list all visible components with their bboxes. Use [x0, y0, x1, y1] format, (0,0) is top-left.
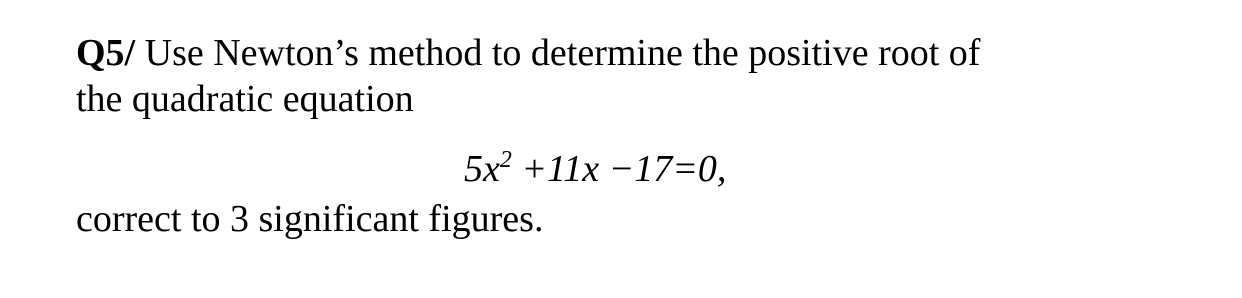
question-line-2 [76, 76, 1216, 122]
quadratic-equation [464, 146, 726, 192]
question-tail: correct to 3 significant figures. [76, 198, 544, 240]
equation-term-1: 5x [464, 148, 500, 190]
question-line-1 [76, 30, 1216, 76]
question-block [76, 30, 1216, 122]
question-text-1: Use Newton’s method to determine the positive root of [144, 32, 981, 74]
equation-exponent: 2 [499, 147, 512, 173]
question-number: Q5/ [76, 32, 136, 74]
equation-rest: +11x −17=0, [511, 148, 727, 190]
question-text-2: the quadratic equation [76, 78, 414, 120]
